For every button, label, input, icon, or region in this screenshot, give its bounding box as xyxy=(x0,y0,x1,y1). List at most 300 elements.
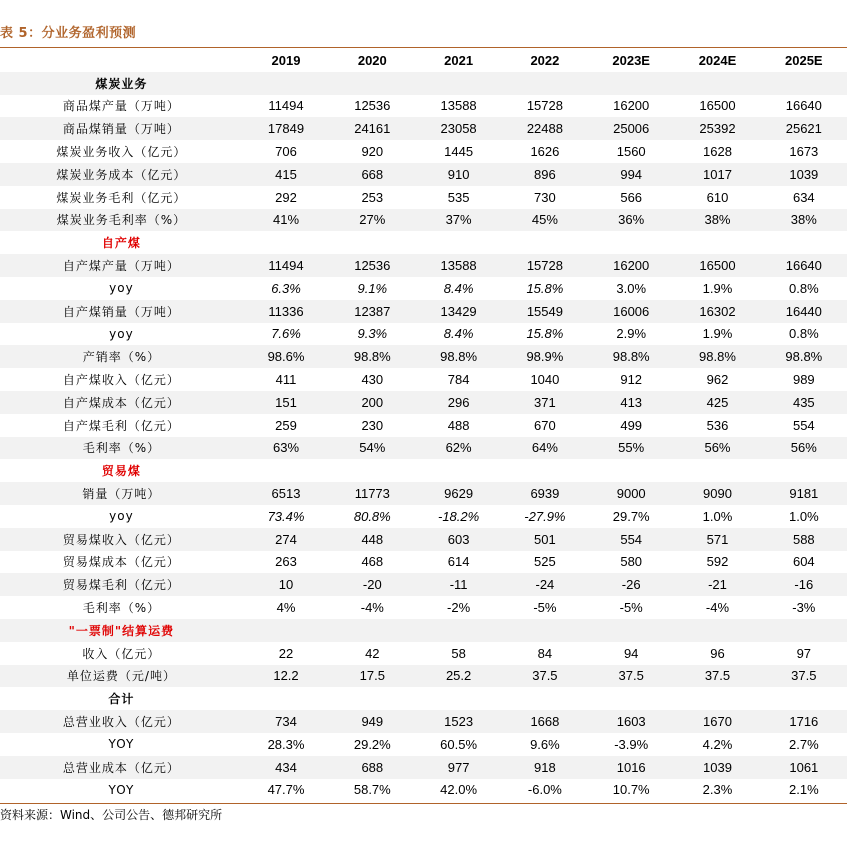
row-label: 收入（亿元） xyxy=(82,646,161,661)
value-cell: 97 xyxy=(796,645,812,661)
row-label: 煤炭业务毛利（亿元） xyxy=(56,190,187,205)
value-cell: 274 xyxy=(243,528,329,551)
value-cell: 37.5 xyxy=(502,665,588,688)
table-body xyxy=(0,72,847,802)
value-cell: 1628 xyxy=(703,144,732,160)
table-row xyxy=(0,254,847,277)
value-cell: 1017 xyxy=(674,163,760,186)
value-cell xyxy=(502,72,588,95)
value-cell: 16640 xyxy=(761,254,847,277)
value-cell: 614 xyxy=(447,554,470,570)
value-cell: 4% xyxy=(276,600,296,616)
value-cell: 7.6% xyxy=(271,326,301,342)
table-row xyxy=(0,596,847,619)
value-cell xyxy=(588,231,674,254)
value-cell: 13588 xyxy=(440,98,477,114)
value-cell: -3% xyxy=(792,600,816,616)
value-cell xyxy=(243,687,329,710)
value-cell xyxy=(502,687,588,710)
value-cell: 430 xyxy=(361,372,384,388)
value-cell: 1.0% xyxy=(789,508,819,524)
value-cell xyxy=(243,619,329,642)
value-cell: 0.8% xyxy=(789,326,819,342)
table-row xyxy=(0,528,847,551)
value-cell: 1039 xyxy=(674,756,760,779)
value-cell xyxy=(674,231,760,254)
row-label: 商品煤销量（万吨） xyxy=(0,117,243,140)
value-cell: 784 xyxy=(447,372,470,388)
row-label: 煤炭业务毛利率（%） xyxy=(0,209,243,232)
value-cell: 60.5% xyxy=(440,736,478,752)
value-cell: 23058 xyxy=(415,117,501,140)
value-cell: 962 xyxy=(706,372,729,388)
header-cell: 2024E xyxy=(674,49,760,72)
value-cell: 1523 xyxy=(415,710,501,733)
value-cell: 16500 xyxy=(674,254,760,277)
row-label: yoy xyxy=(109,326,134,341)
value-cell: -16 xyxy=(761,573,847,596)
value-cell: 588 xyxy=(761,528,847,551)
row-label: 煤炭业务成本（亿元） xyxy=(0,163,243,186)
row-label: 煤炭业务 xyxy=(0,72,243,95)
value-cell: 73.4% xyxy=(267,508,305,524)
value-cell: -4% xyxy=(705,600,730,616)
value-cell: 16200 xyxy=(588,254,674,277)
value-cell: 0.8% xyxy=(789,280,819,296)
value-cell: 912 xyxy=(620,372,643,388)
value-cell: 37.5 xyxy=(674,665,760,688)
value-cell: 2.3% xyxy=(702,782,733,798)
value-cell: 84 xyxy=(537,645,553,661)
value-cell: 434 xyxy=(243,756,329,779)
table-row xyxy=(0,117,847,140)
value-cell: 2.7% xyxy=(789,736,819,752)
value-cell: 1560 xyxy=(616,144,646,160)
value-cell: -21 xyxy=(674,573,760,596)
value-cell: 12536 xyxy=(329,254,415,277)
value-cell: 1016 xyxy=(588,756,674,779)
value-cell: 296 xyxy=(415,391,501,414)
value-cell: 38% xyxy=(674,209,760,232)
row-label: 贸易煤收入（亿元） xyxy=(0,528,243,551)
value-cell: 501 xyxy=(502,528,588,551)
value-cell: 1.9% xyxy=(702,280,733,296)
value-cell: 468 xyxy=(361,554,384,570)
value-cell: -6.0% xyxy=(527,782,562,798)
header-cell: 2025E xyxy=(761,49,847,72)
value-cell: 415 xyxy=(243,163,329,186)
value-cell: 16440 xyxy=(761,300,847,323)
value-cell: 16006 xyxy=(588,300,674,323)
value-cell: 37.5 xyxy=(588,665,674,688)
value-cell: 15728 xyxy=(526,98,563,114)
value-cell: 603 xyxy=(415,528,501,551)
value-cell: 610 xyxy=(706,189,729,205)
value-cell: -5% xyxy=(533,600,557,616)
value-cell: 41% xyxy=(243,209,329,232)
value-cell: 98.8% xyxy=(415,345,501,368)
value-cell: 411 xyxy=(275,372,297,388)
table-row xyxy=(0,710,847,733)
value-cell: 253 xyxy=(361,189,384,205)
value-cell: 12.2 xyxy=(243,665,329,688)
title-divider xyxy=(0,47,847,48)
value-cell: 1626 xyxy=(530,144,560,160)
value-cell: 15549 xyxy=(502,300,588,323)
table-row xyxy=(0,756,847,779)
value-cell: 29.2% xyxy=(353,736,391,752)
value-cell: 910 xyxy=(415,163,501,186)
value-cell: 425 xyxy=(674,391,760,414)
row-label: yoy xyxy=(109,281,134,296)
value-cell xyxy=(674,687,760,710)
value-cell: 38% xyxy=(761,209,847,232)
row-label: 总营业收入（亿元） xyxy=(0,710,243,733)
value-cell: 920 xyxy=(361,144,384,160)
value-cell: 9000 xyxy=(588,482,674,505)
value-cell: 435 xyxy=(761,391,847,414)
value-cell: 200 xyxy=(329,391,415,414)
row-label: 贸易煤毛利（亿元） xyxy=(0,573,243,596)
value-cell: 16302 xyxy=(674,300,760,323)
row-label: YOY xyxy=(108,782,135,797)
value-cell xyxy=(588,72,674,95)
value-cell: 413 xyxy=(588,391,674,414)
table-row xyxy=(0,733,847,756)
value-cell: -11 xyxy=(415,573,501,596)
value-cell: 11773 xyxy=(329,482,415,505)
value-cell: 42 xyxy=(365,645,380,661)
value-cell: 98.6% xyxy=(243,345,329,368)
value-cell: 536 xyxy=(706,417,729,433)
value-cell: 448 xyxy=(329,528,415,551)
value-cell: 62% xyxy=(415,437,501,460)
value-cell: 16640 xyxy=(785,98,822,114)
value-cell xyxy=(415,231,501,254)
table-row xyxy=(0,482,847,505)
row-label: 自产煤成本（亿元） xyxy=(0,391,243,414)
value-cell: 45% xyxy=(502,209,588,232)
table-row xyxy=(0,437,847,460)
value-cell: 98.8% xyxy=(329,345,415,368)
value-cell: 56% xyxy=(761,437,847,460)
table-row xyxy=(0,391,847,414)
value-cell: 1673 xyxy=(789,144,819,160)
value-cell: 9629 xyxy=(415,482,501,505)
value-cell: 47.7% xyxy=(267,782,305,798)
value-cell: 9090 xyxy=(674,482,760,505)
value-cell: 37% xyxy=(415,209,501,232)
value-cell: 371 xyxy=(502,391,588,414)
value-cell: 12536 xyxy=(354,98,391,114)
value-cell xyxy=(674,72,760,95)
row-label: 毛利率（%） xyxy=(0,437,243,460)
value-cell xyxy=(415,687,501,710)
row-label: "一票制"结算运费 xyxy=(0,619,243,642)
value-cell: 259 xyxy=(275,417,297,433)
value-cell: 25006 xyxy=(588,117,674,140)
value-cell: 9.3% xyxy=(357,326,388,342)
header-cell: 2021 xyxy=(415,49,501,72)
value-cell: 6513 xyxy=(243,482,329,505)
value-cell: 734 xyxy=(243,710,329,733)
row-label: 自产煤销量（万吨） xyxy=(0,300,243,323)
table-row xyxy=(0,687,847,710)
source-note: 资料来源：Wind、公司公告、德邦研究所 xyxy=(0,808,223,822)
value-cell: 13429 xyxy=(415,300,501,323)
table-row xyxy=(0,72,847,95)
value-cell: 6939 xyxy=(502,482,588,505)
value-cell xyxy=(674,619,760,642)
value-cell: 918 xyxy=(502,756,588,779)
value-cell: 525 xyxy=(534,554,556,570)
value-cell: 9.1% xyxy=(357,280,388,296)
row-label: 毛利率（%） xyxy=(82,601,161,616)
value-cell: 554 xyxy=(588,528,674,551)
value-cell: 730 xyxy=(534,189,556,205)
value-cell xyxy=(761,72,847,95)
value-cell xyxy=(502,231,588,254)
value-cell xyxy=(502,459,588,482)
table-row xyxy=(0,140,847,163)
value-cell: 10.7% xyxy=(612,782,650,798)
table-row xyxy=(0,779,847,802)
value-cell: 55% xyxy=(588,437,674,460)
table-row xyxy=(0,459,847,482)
header-cell: 2019 xyxy=(243,49,329,72)
value-cell: 263 xyxy=(275,554,297,570)
value-cell: -24 xyxy=(502,573,588,596)
value-cell: 24161 xyxy=(329,117,415,140)
value-cell: 896 xyxy=(502,163,588,186)
value-cell: 96 xyxy=(710,645,725,661)
value-cell: 25621 xyxy=(761,117,847,140)
value-cell xyxy=(588,619,674,642)
value-cell: 949 xyxy=(329,710,415,733)
value-cell: 1061 xyxy=(761,756,847,779)
value-cell: 58 xyxy=(451,645,466,661)
table-row xyxy=(0,277,847,300)
value-cell xyxy=(329,619,415,642)
value-cell: 94 xyxy=(623,645,639,661)
value-cell: 80.8% xyxy=(353,508,391,524)
value-cell: 580 xyxy=(620,554,643,570)
value-cell: 29.7% xyxy=(612,508,650,524)
table-row xyxy=(0,345,847,368)
value-cell xyxy=(243,72,329,95)
header-cell: 2022 xyxy=(502,49,588,72)
value-cell xyxy=(588,459,674,482)
value-cell: -18.2% xyxy=(438,508,480,524)
row-label: YOY xyxy=(108,737,135,752)
value-cell: 9.6% xyxy=(530,736,560,752)
value-cell: 554 xyxy=(792,417,815,433)
value-cell: 2.9% xyxy=(616,326,647,342)
value-cell: 488 xyxy=(447,417,470,433)
value-cell: 994 xyxy=(588,163,674,186)
value-cell: 15728 xyxy=(502,254,588,277)
row-label: 贸易煤成本（亿元） xyxy=(62,555,180,570)
value-cell: 2.1% xyxy=(789,782,819,798)
value-cell: 1670 xyxy=(674,710,760,733)
value-cell xyxy=(415,72,501,95)
value-cell: -2% xyxy=(447,600,471,616)
value-cell: 8.4% xyxy=(443,280,474,296)
value-cell: 1039 xyxy=(761,163,847,186)
value-cell: 15.8% xyxy=(526,326,564,342)
value-cell: 28.3% xyxy=(267,736,305,752)
value-cell xyxy=(761,459,847,482)
table-row xyxy=(0,300,847,323)
value-cell: 1.9% xyxy=(702,326,733,342)
value-cell xyxy=(588,687,674,710)
value-cell: 12387 xyxy=(329,300,415,323)
value-cell: 230 xyxy=(361,417,384,433)
value-cell: 16200 xyxy=(613,98,650,114)
value-cell: 1.0% xyxy=(702,508,733,524)
row-label: 自产煤 xyxy=(101,236,141,251)
table-row xyxy=(0,368,847,391)
header-row xyxy=(0,49,847,72)
value-cell: 634 xyxy=(792,189,815,205)
table-row xyxy=(0,186,847,209)
value-cell: 9181 xyxy=(761,482,847,505)
value-cell: 292 xyxy=(275,189,297,205)
value-cell: -4% xyxy=(360,600,384,616)
row-label: 自产煤产量（万吨） xyxy=(0,254,243,277)
value-cell: 15.8% xyxy=(526,280,564,296)
row-label: 总营业成本（亿元） xyxy=(0,756,243,779)
value-cell xyxy=(329,459,415,482)
row-label: 产销率（%） xyxy=(0,345,243,368)
value-cell: -3.9% xyxy=(614,736,649,752)
value-cell: 54% xyxy=(329,437,415,460)
value-cell: 1603 xyxy=(588,710,674,733)
table-row xyxy=(0,95,847,118)
value-cell: 58.7% xyxy=(353,782,391,798)
value-cell xyxy=(329,687,415,710)
table-row xyxy=(0,642,847,665)
table-row xyxy=(0,551,847,574)
value-cell: 98.8% xyxy=(674,345,760,368)
value-cell: 151 xyxy=(243,391,329,414)
value-cell: 1445 xyxy=(444,144,474,160)
value-cell: 98.9% xyxy=(502,345,588,368)
value-cell: 22488 xyxy=(502,117,588,140)
value-cell xyxy=(415,459,501,482)
table-row xyxy=(0,163,847,186)
value-cell: -5% xyxy=(619,600,643,616)
row-label: 合计 xyxy=(108,692,135,707)
header-cell xyxy=(0,49,243,72)
header-cell: 2020 xyxy=(329,49,415,72)
value-cell xyxy=(243,459,329,482)
value-cell: 56% xyxy=(674,437,760,460)
row-label: 销量（万吨） xyxy=(0,482,243,505)
value-cell: 3.0% xyxy=(616,280,647,296)
table-row xyxy=(0,209,847,232)
value-cell xyxy=(329,231,415,254)
value-cell: 1040 xyxy=(530,372,560,388)
value-cell: 706 xyxy=(275,144,297,160)
value-cell: 11494 xyxy=(243,254,329,277)
value-cell: -26 xyxy=(588,573,674,596)
value-cell xyxy=(243,231,329,254)
table-row xyxy=(0,665,847,688)
table-row xyxy=(0,573,847,596)
value-cell: 64% xyxy=(502,437,588,460)
row-label: 煤炭业务收入（亿元） xyxy=(56,145,187,160)
value-cell xyxy=(329,72,415,95)
value-cell: 36% xyxy=(588,209,674,232)
value-cell: 670 xyxy=(534,417,556,433)
value-cell xyxy=(502,619,588,642)
value-cell: 13588 xyxy=(415,254,501,277)
table-row xyxy=(0,619,847,642)
value-cell: 42.0% xyxy=(440,782,478,798)
value-cell: 571 xyxy=(674,528,760,551)
row-label: 贸易煤 xyxy=(101,464,141,479)
value-cell xyxy=(761,687,847,710)
value-cell xyxy=(761,619,847,642)
value-cell: 17849 xyxy=(243,117,329,140)
value-cell: 566 xyxy=(620,189,643,205)
row-label: 单位运费（元/吨） xyxy=(0,665,243,688)
table-row xyxy=(0,505,847,528)
value-cell: 10 xyxy=(243,573,329,596)
value-cell: 688 xyxy=(329,756,415,779)
value-cell: 25.2 xyxy=(415,665,501,688)
value-cell: 98.8% xyxy=(588,345,674,368)
row-label: yoy xyxy=(109,509,134,524)
value-cell: 16500 xyxy=(699,98,736,114)
value-cell: 604 xyxy=(792,554,815,570)
value-cell: 592 xyxy=(706,554,729,570)
value-cell: 977 xyxy=(415,756,501,779)
value-cell: 98.8% xyxy=(761,345,847,368)
value-cell: 8.4% xyxy=(443,326,474,342)
header-cell: 2023E xyxy=(588,49,674,72)
value-cell: 17.5 xyxy=(329,665,415,688)
value-cell: 11336 xyxy=(243,300,329,323)
table-title: 表 5：分业务盈利预测 xyxy=(0,26,137,41)
value-cell: 22 xyxy=(278,645,294,661)
value-cell xyxy=(761,231,847,254)
value-cell: 499 xyxy=(620,417,643,433)
value-cell: -20 xyxy=(329,573,415,596)
value-cell: 6.3% xyxy=(271,280,301,296)
value-cell: 37.5 xyxy=(761,665,847,688)
value-cell: 535 xyxy=(447,189,470,205)
row-label: 自产煤毛利（亿元） xyxy=(62,418,180,433)
row-label: 商品煤产量（万吨） xyxy=(62,99,180,114)
value-cell: 1668 xyxy=(502,710,588,733)
value-cell: -27.9% xyxy=(524,508,566,524)
value-cell: 4.2% xyxy=(702,736,733,752)
value-cell: 11494 xyxy=(268,98,304,114)
value-cell: 27% xyxy=(329,209,415,232)
value-cell: 1716 xyxy=(761,710,847,733)
row-label: 自产煤收入（亿元） xyxy=(62,373,180,388)
table-row xyxy=(0,414,847,437)
value-cell: 668 xyxy=(329,163,415,186)
value-cell: 63% xyxy=(243,437,329,460)
table-row xyxy=(0,323,847,346)
table-bottom-divider xyxy=(0,803,847,804)
value-cell: 25392 xyxy=(674,117,760,140)
value-cell xyxy=(674,459,760,482)
value-cell xyxy=(415,619,501,642)
